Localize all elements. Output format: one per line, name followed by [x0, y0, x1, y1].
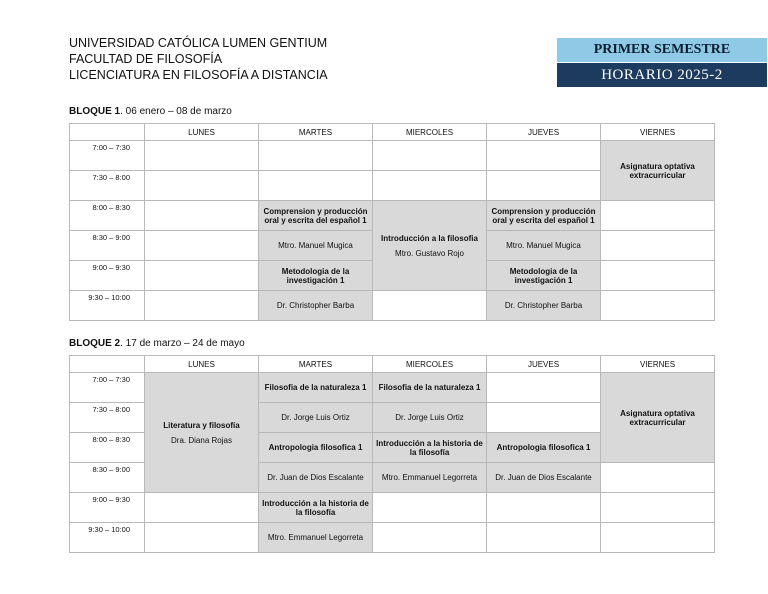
time-slot: 7:00 – 7:30 [70, 141, 145, 171]
course-cell [259, 403, 373, 433]
course-title: Introducción a la historia de la filosofía [262, 498, 369, 517]
course-title: Introducción a la filosofia [381, 233, 478, 243]
time-header [70, 124, 145, 141]
course-cell [487, 201, 601, 231]
course-cell [373, 403, 487, 433]
course-professor: Dr. Jorge Luis Ortiz [281, 413, 350, 422]
course-cell [259, 463, 373, 493]
course-cell [373, 463, 487, 493]
course-cell [259, 291, 373, 321]
course-professor: Mtro. Manuel Mugica [506, 241, 581, 250]
empty-cell [145, 141, 259, 171]
course-cell [259, 231, 373, 261]
empty-cell [601, 493, 715, 523]
course-title: Introducción a la historia de la filosofía [376, 438, 483, 457]
university-header [69, 35, 328, 83]
course-cell [373, 373, 487, 403]
empty-cell [145, 171, 259, 201]
table-row [70, 201, 715, 231]
block2-label: BLOQUE 2 [69, 338, 121, 349]
table-row [70, 291, 715, 321]
course-cell [259, 433, 373, 463]
empty-cell [373, 523, 487, 553]
block2-dates: . 17 de marzo – 24 de mayo [120, 338, 245, 349]
block1-schedule-table [69, 123, 715, 321]
course-cell [259, 493, 373, 523]
course-title: Antropologia filosofica 1 [268, 443, 363, 452]
program-name: LICENCIATURA EN FILOSOFÍA A DISTANCIA [69, 68, 328, 82]
course-professor: Dr. Christopher Barba [504, 301, 583, 310]
time-slot: 8:00 – 8:30 [70, 433, 145, 463]
course-cell [601, 141, 715, 201]
course-cell [487, 433, 601, 463]
course-professor: Dr. Juan de Dios Escalante [495, 473, 592, 482]
time-slot: 9:00 – 9:30 [70, 261, 145, 291]
table-row [70, 141, 715, 171]
empty-cell [373, 291, 487, 321]
course-cell [259, 523, 373, 553]
empty-cell [487, 403, 601, 433]
empty-cell [145, 201, 259, 231]
course-title: Metodologia de la investigación 1 [281, 266, 350, 285]
university-name: UNIVERSIDAD CATÓLICA LUMEN GENTIUM [69, 36, 328, 50]
course-cell [487, 291, 601, 321]
course-professor: Dr. Jorge Luis Ortiz [395, 413, 464, 422]
empty-cell [487, 523, 601, 553]
course-cell [259, 261, 373, 291]
course-cell [487, 463, 601, 493]
block1-dates: . 06 enero – 08 de marzo [120, 106, 232, 117]
empty-cell [259, 171, 373, 201]
empty-cell [373, 493, 487, 523]
course-title: Comprension y producción oral y escrita del español 1 [263, 206, 368, 225]
course-cell [487, 231, 601, 261]
course-title: Antropologia filosofica 1 [496, 443, 591, 452]
empty-cell [487, 171, 601, 201]
empty-cell [259, 141, 373, 171]
empty-cell [373, 171, 487, 201]
course-cell [373, 433, 487, 463]
day-header: LUNES [145, 124, 259, 141]
course-title: Filosofia de la naturaleza 1 [264, 383, 367, 392]
empty-cell [145, 231, 259, 261]
time-slot: 9:30 – 10:00 [70, 523, 145, 553]
empty-cell [487, 141, 601, 171]
block2-title [69, 338, 245, 349]
day-header: MIERCOLES [373, 356, 487, 373]
course-professor: Dra. Diana Rojas [171, 435, 232, 445]
empty-cell [145, 291, 259, 321]
course-title: Literatura y filosofía [163, 420, 240, 430]
faculty-name: FACULTAD DE FILOSOFÍA [69, 52, 223, 66]
course-title: Metodologia de la investigación 1 [509, 266, 578, 285]
course-professor: Dr. Christopher Barba [276, 301, 355, 310]
block2-schedule-table [69, 355, 715, 553]
course-professor: Mtro. Manuel Mugica [278, 241, 353, 250]
empty-cell [145, 523, 259, 553]
time-slot: 9:30 – 10:00 [70, 291, 145, 321]
time-slot: 8:30 – 9:00 [70, 463, 145, 493]
course-cell [259, 201, 373, 231]
time-slot: 8:00 – 8:30 [70, 201, 145, 231]
semester-banner: PRIMER SEMESTRE [557, 38, 767, 62]
empty-cell [145, 493, 259, 523]
course-cell [487, 261, 601, 291]
table-row [70, 373, 715, 403]
block1-title [69, 106, 232, 117]
day-header: JUEVES [487, 124, 601, 141]
day-header: MARTES [259, 356, 373, 373]
time-slot: 7:30 – 8:00 [70, 403, 145, 433]
day-header: VIERNES [601, 356, 715, 373]
day-header: MIERCOLES [373, 124, 487, 141]
empty-cell [373, 141, 487, 171]
table-row [70, 523, 715, 553]
empty-cell [601, 231, 715, 261]
time-slot: 7:30 – 8:00 [70, 171, 145, 201]
course-title: Comprension y producción oral y escrita del español 1 [491, 206, 596, 225]
empty-cell [601, 523, 715, 553]
course-professor: Mtro. Gustavo Rojo [395, 248, 464, 258]
course-title: Asignatura optativa extracurricular [620, 161, 695, 180]
day-header: VIERNES [601, 124, 715, 141]
block1-label: BLOQUE 1 [69, 106, 121, 117]
time-slot: 7:00 – 7:30 [70, 373, 145, 403]
day-header: MARTES [259, 124, 373, 141]
course-professor: Dr. Juan de Dios Escalante [267, 473, 364, 482]
empty-cell [145, 261, 259, 291]
empty-cell [601, 291, 715, 321]
course-professor: Mtro. Emmanuel Legorreta [267, 533, 364, 542]
course-cell [145, 373, 259, 493]
course-professor: Mtro. Emmanuel Legorreta [381, 473, 478, 482]
course-cell [259, 373, 373, 403]
table-header-row [70, 124, 715, 141]
time-header [70, 356, 145, 373]
table-header-row [70, 356, 715, 373]
empty-cell [601, 201, 715, 231]
course-title: Asignatura optativa extracurricular [620, 408, 695, 427]
course-cell [601, 373, 715, 463]
time-slot: 9:00 – 9:30 [70, 493, 145, 523]
schedule-banner: HORARIO 2025-2 [557, 63, 767, 87]
time-slot: 8:30 – 9:00 [70, 231, 145, 261]
day-header: LUNES [145, 356, 259, 373]
empty-cell [601, 463, 715, 493]
day-header: JUEVES [487, 356, 601, 373]
empty-cell [601, 261, 715, 291]
table-row [70, 493, 715, 523]
empty-cell [487, 493, 601, 523]
empty-cell [487, 373, 601, 403]
course-title: Filosofia de la naturaleza 1 [378, 383, 481, 392]
course-cell [373, 201, 487, 291]
